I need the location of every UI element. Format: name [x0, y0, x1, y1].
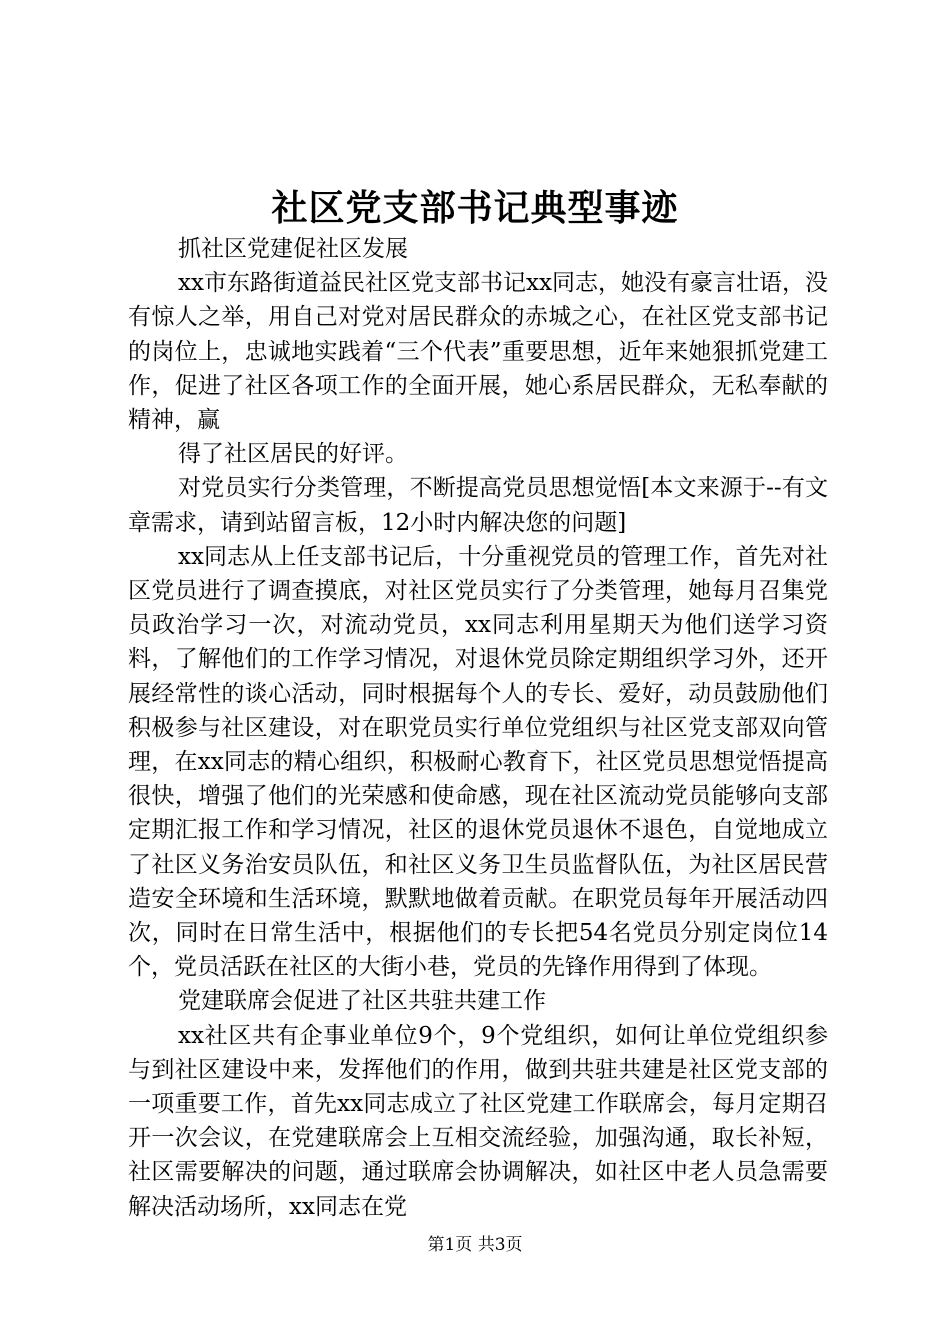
body-paragraph: xx市东路街道益民社区党支部书记xx同志，她没有豪言壮语，没有惊人之举，用自己对党对居民群众的赤城之心，在社区党支部书记的岗位上，忠诚地实践着“三个代表”重要思想，近年来她狠抓党建工作，促进了社区各项工作的全面开展，她心系居民群众，无私奉献的精神，赢 [128, 270, 828, 434]
body-paragraph: xx同志从上任支部书记后，十分重视党员的管理工作，首先对社区党员进行了调查摸底，对社区党员实行了分类管理，她每月召集党员政治学习一次，对流动党员，xx同志利用星期天为他们送学习资料，了解他们的工作学习情况，对退休党员除定期组织学习外，还开展经常性的谈心活动，同时根据每个人的专长、爱好，动员鼓励他们积极参与社区建设，对在职党员实行单位党组织与社区党支部双向管理，在xx同志的精心组织，积极耐心教育下，社区党员思想觉悟提高很快，增强了他们的光荣感和使命感，现在社区流动党员能够向支部定期汇报工作和学习情况，社区的退休党员退休不退色，自觉地成立了社区义务治安员队伍，和社区义务卫生员监督队伍，为社区居民营造安全环境和生活环境，默默地做着贡献。在职党员每年开展活动四次，同时在日常生活中，根据他们的专长把54名党员分别定岗位14个，党员活跃在社区的大街小巷，党员的先锋作用得到了体现。 [128, 543, 828, 981]
section-heading: 党建联席会促进了社区共驻共建工作 [178, 988, 546, 1015]
document-title: 社区党支部书记典型事迹 [271, 187, 679, 229]
document-body [128, 232, 828, 1224]
body-paragraph: 得了社区居民的好评。 [178, 441, 408, 468]
section-heading: 对党员实行分类管理，不断提高党员思想觉悟[本文来源于--有文章需求，请到站留言板，12小时内解决您的问题] [128, 475, 828, 536]
page-footer: 第1页 共3页 [427, 1235, 523, 1255]
body-paragraph: xx社区共有企事业单位9个，9个党组织，如何让单位党组织参与到社区建设中来，发挥他们的作用，做到共驻共建是社区党支部的一项重要工作，首先xx同志成立了社区党建工作联席会，每月定期召开一次会议，在党建联席会上互相交流经验，加强沟通，取长补短，社区需要解决的问题，通过联席会协调解决，如社区中老人员急需要解决活动场所，xx同志在党 [128, 1022, 828, 1220]
section-heading: 抓社区党建促社区发展 [178, 236, 408, 262]
